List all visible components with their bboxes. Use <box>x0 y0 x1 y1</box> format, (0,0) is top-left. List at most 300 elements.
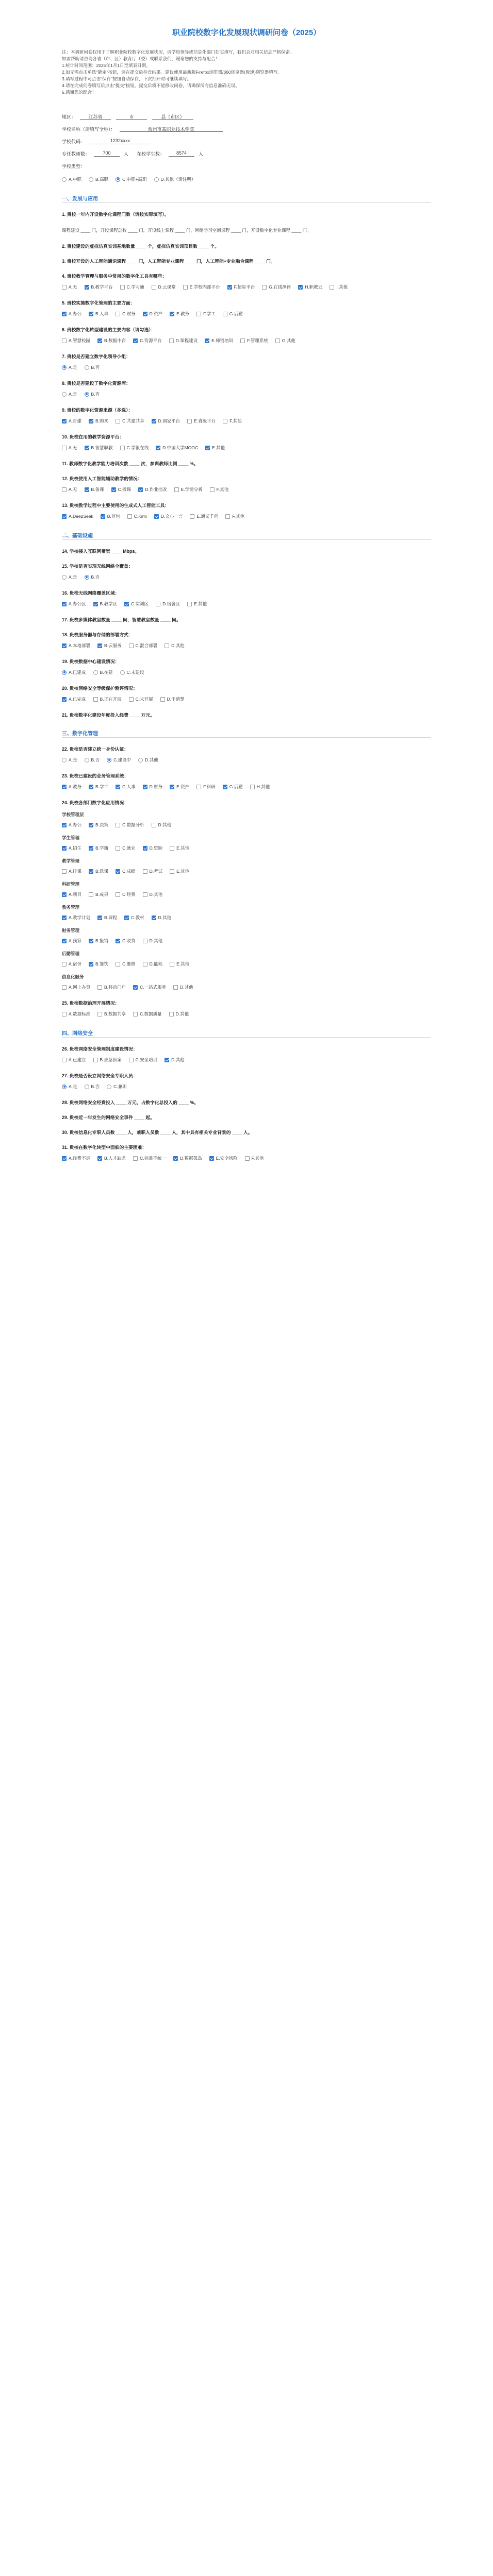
checkbox[interactable] <box>223 312 227 316</box>
option-item[interactable] <box>196 311 216 317</box>
checkbox[interactable] <box>245 1156 250 1161</box>
option-label: D.国家平台 <box>158 418 180 423</box>
checkbox[interactable] <box>97 643 102 648</box>
county-field[interactable]: 县（市区） <box>152 113 193 120</box>
checkbox[interactable] <box>89 962 93 967</box>
option-item[interactable] <box>116 891 136 897</box>
option-item[interactable] <box>227 284 255 290</box>
option-item[interactable] <box>62 486 77 493</box>
checkbox[interactable] <box>170 869 174 874</box>
checkbox[interactable] <box>62 939 67 943</box>
checkbox[interactable] <box>116 962 120 967</box>
option-label: E.其他 <box>176 961 190 967</box>
checkbox[interactable] <box>183 285 188 290</box>
option-item[interactable] <box>85 574 100 580</box>
school-code-field[interactable]: 1232xxxx <box>89 138 151 144</box>
checkbox[interactable] <box>143 785 147 789</box>
option-item[interactable] <box>85 1083 100 1090</box>
option-item[interactable] <box>111 486 132 493</box>
option-item[interactable] <box>62 1011 90 1017</box>
checkbox[interactable] <box>169 1012 174 1016</box>
option-item[interactable] <box>62 822 81 828</box>
option-item[interactable] <box>116 845 136 851</box>
option-group <box>62 843 431 853</box>
option-item[interactable] <box>196 784 216 790</box>
option-item[interactable] <box>120 284 144 290</box>
checkbox[interactable] <box>89 823 93 827</box>
checkbox[interactable] <box>124 602 129 606</box>
option-item[interactable] <box>205 445 225 451</box>
option-item[interactable] <box>262 284 291 290</box>
option-item[interactable] <box>143 845 163 851</box>
checkbox[interactable] <box>89 939 93 943</box>
province-field[interactable]: 江苏省 <box>80 113 111 120</box>
option-item[interactable] <box>93 669 113 675</box>
checkbox[interactable] <box>143 939 147 943</box>
checkbox[interactable] <box>124 916 129 920</box>
option-item[interactable] <box>62 176 81 182</box>
option-item[interactable] <box>62 642 90 649</box>
option-item[interactable] <box>187 418 216 424</box>
checkbox[interactable] <box>170 312 174 316</box>
option-item[interactable] <box>116 311 136 317</box>
option-label: D.文心一言 <box>160 514 183 519</box>
option-item[interactable] <box>160 696 185 702</box>
option-item[interactable] <box>116 784 136 790</box>
question <box>62 258 431 265</box>
checkbox[interactable] <box>62 602 67 606</box>
option-item[interactable] <box>152 284 176 290</box>
checkbox[interactable] <box>116 785 120 789</box>
checkbox[interactable] <box>129 697 134 702</box>
option-item[interactable] <box>62 757 77 763</box>
checkbox[interactable] <box>156 602 160 606</box>
checkbox[interactable] <box>62 643 67 648</box>
checkbox[interactable] <box>111 487 116 492</box>
checkbox[interactable] <box>227 285 232 290</box>
checkbox[interactable] <box>116 419 120 423</box>
checkbox[interactable] <box>89 869 93 874</box>
option-item[interactable] <box>143 868 163 874</box>
checkbox[interactable] <box>62 1156 67 1161</box>
option-item[interactable] <box>62 337 90 344</box>
checkbox[interactable] <box>89 785 93 789</box>
checkbox[interactable] <box>93 602 98 606</box>
checkbox[interactable] <box>152 916 156 920</box>
option-item[interactable] <box>89 868 108 874</box>
option-item[interactable] <box>93 601 118 607</box>
checkbox[interactable] <box>62 338 67 343</box>
option-item[interactable] <box>85 364 100 370</box>
radio-button[interactable] <box>120 670 125 675</box>
option-item[interactable] <box>93 696 122 702</box>
option-item[interactable] <box>143 311 163 317</box>
option-item[interactable] <box>169 337 198 344</box>
option-item[interactable] <box>97 1155 126 1161</box>
checkbox[interactable] <box>196 785 201 789</box>
option-label: C.实训区 <box>131 601 149 606</box>
option-item[interactable] <box>62 961 81 967</box>
checkbox[interactable] <box>116 892 120 897</box>
option-item[interactable] <box>107 1083 127 1090</box>
option-label: B.报销 <box>95 938 109 943</box>
checkbox[interactable] <box>187 602 192 606</box>
checkbox[interactable] <box>116 846 120 851</box>
checkbox[interactable] <box>93 1058 98 1062</box>
option-item[interactable] <box>89 418 108 424</box>
checkbox[interactable] <box>120 446 125 450</box>
option-item[interactable] <box>129 696 153 702</box>
option-item[interactable] <box>89 891 108 897</box>
option-item[interactable] <box>120 669 144 675</box>
checkbox[interactable] <box>223 785 227 789</box>
option-item[interactable] <box>116 938 136 944</box>
option-item[interactable] <box>240 337 268 344</box>
option-item[interactable] <box>170 845 189 851</box>
option-item[interactable] <box>187 601 207 607</box>
checkbox[interactable] <box>170 785 174 789</box>
option-item[interactable] <box>89 176 108 182</box>
checkbox[interactable] <box>120 285 125 290</box>
option-item[interactable] <box>165 1057 185 1063</box>
radio-button[interactable] <box>85 758 89 762</box>
option-item[interactable] <box>62 984 90 990</box>
checkbox[interactable] <box>62 285 67 290</box>
option-item[interactable] <box>143 784 163 790</box>
option-item[interactable] <box>93 1057 122 1063</box>
checkbox[interactable] <box>93 697 98 702</box>
option-item[interactable] <box>170 961 189 967</box>
option-item[interactable] <box>170 868 189 874</box>
checkbox[interactable] <box>143 846 147 851</box>
checkbox[interactable] <box>62 1012 67 1016</box>
checkbox[interactable] <box>143 892 147 897</box>
option-item[interactable] <box>107 757 131 763</box>
option-item[interactable] <box>170 311 189 317</box>
option-item[interactable] <box>275 337 295 344</box>
option-item[interactable] <box>62 284 77 290</box>
checkbox[interactable] <box>240 338 245 343</box>
checkbox[interactable] <box>205 338 209 343</box>
radio-button[interactable] <box>62 575 67 580</box>
option-label: B.教学平台 <box>91 284 113 290</box>
option-item[interactable] <box>170 784 189 790</box>
radio-button[interactable] <box>85 575 89 580</box>
radio-button[interactable] <box>62 758 67 762</box>
option-item[interactable] <box>97 337 126 344</box>
option-item[interactable] <box>62 601 86 607</box>
option-item[interactable] <box>97 642 122 649</box>
option-item[interactable] <box>298 284 322 290</box>
radio-button[interactable] <box>107 1084 111 1089</box>
radio-button[interactable] <box>85 365 89 370</box>
option-item[interactable] <box>205 337 233 344</box>
radio-button[interactable] <box>62 365 67 370</box>
option-item[interactable] <box>116 961 136 967</box>
checkbox[interactable] <box>133 338 138 343</box>
option-item[interactable] <box>154 513 183 519</box>
checkbox[interactable] <box>174 487 179 492</box>
checkbox[interactable] <box>97 1156 102 1161</box>
radio-button[interactable] <box>89 177 93 182</box>
checkbox[interactable] <box>250 785 255 789</box>
checkbox[interactable] <box>62 419 67 423</box>
option-item[interactable] <box>143 938 163 944</box>
option-item[interactable] <box>169 1011 189 1017</box>
option-item[interactable] <box>85 757 100 763</box>
option-item[interactable] <box>62 938 81 944</box>
option-item[interactable] <box>133 984 166 990</box>
checkbox[interactable] <box>143 962 147 967</box>
option-item[interactable] <box>62 1155 90 1161</box>
checkbox[interactable] <box>62 985 67 990</box>
checkbox[interactable] <box>205 446 210 450</box>
checkbox[interactable] <box>209 1156 214 1161</box>
radio-button[interactable] <box>85 392 89 397</box>
option-item[interactable] <box>85 445 113 451</box>
radio-button[interactable] <box>62 177 67 182</box>
option-item[interactable] <box>62 891 81 897</box>
checkbox[interactable] <box>62 1058 67 1062</box>
checkbox[interactable] <box>62 487 67 492</box>
option-item[interactable] <box>129 1057 158 1063</box>
option-item[interactable] <box>89 784 108 790</box>
option-item[interactable] <box>133 337 162 344</box>
option-item[interactable] <box>129 642 158 649</box>
option-item[interactable] <box>89 845 108 851</box>
checkbox[interactable] <box>116 823 120 827</box>
option-label: D.其他 <box>158 915 172 920</box>
option-item[interactable] <box>209 1155 238 1161</box>
checkbox[interactable] <box>133 1156 138 1161</box>
option-label: B.否 <box>91 757 100 762</box>
checkbox[interactable] <box>165 1058 169 1062</box>
option-item[interactable] <box>62 391 77 397</box>
checkbox[interactable] <box>225 514 230 519</box>
option-group <box>62 755 431 765</box>
option-item[interactable] <box>156 601 180 607</box>
checkbox[interactable] <box>89 419 93 423</box>
subgroup-label: 财务管理 <box>62 928 80 933</box>
checkbox[interactable] <box>62 916 67 920</box>
checkbox[interactable] <box>101 514 105 519</box>
checkbox[interactable] <box>133 1012 138 1016</box>
checkbox[interactable] <box>152 419 156 423</box>
students-field[interactable]: 8574 <box>169 150 194 157</box>
option-item[interactable] <box>223 418 242 424</box>
checkbox[interactable] <box>223 419 227 423</box>
radio-button[interactable] <box>62 670 67 675</box>
option-item[interactable] <box>174 486 203 493</box>
checkbox[interactable] <box>165 643 169 648</box>
radio-button[interactable] <box>116 177 120 182</box>
radio-button[interactable] <box>85 1084 89 1089</box>
option-item[interactable] <box>152 914 172 921</box>
checkbox[interactable] <box>89 312 93 316</box>
option-item[interactable] <box>138 757 158 763</box>
question-text: 6. 贵校数字化转型建设的主要内容（请勾选）： <box>62 327 156 332</box>
option-label: E.学校内部平台 <box>189 284 220 290</box>
checkbox[interactable] <box>62 823 67 827</box>
checkbox[interactable] <box>210 487 215 492</box>
option-item[interactable] <box>152 418 180 424</box>
option-item[interactable] <box>89 938 108 944</box>
option-item[interactable] <box>97 984 126 990</box>
option-label: E.其他 <box>176 845 190 851</box>
option-item[interactable] <box>133 1155 166 1161</box>
checkbox[interactable] <box>89 892 93 897</box>
option-item[interactable] <box>101 513 120 519</box>
checkbox[interactable] <box>138 487 143 492</box>
checkbox[interactable] <box>133 985 138 990</box>
option-item[interactable] <box>124 601 149 607</box>
option-item[interactable] <box>62 1057 86 1063</box>
checkbox[interactable] <box>152 823 156 827</box>
checkbox[interactable] <box>62 446 67 450</box>
option-item[interactable] <box>190 513 218 519</box>
checkbox[interactable] <box>160 697 165 702</box>
option-item[interactable] <box>97 914 117 921</box>
checkbox[interactable] <box>143 869 147 874</box>
checkbox[interactable] <box>116 312 120 316</box>
checkbox[interactable] <box>173 985 178 990</box>
checkbox[interactable] <box>62 962 67 967</box>
option-item[interactable] <box>85 284 113 290</box>
checkbox[interactable] <box>85 285 89 290</box>
radio-button[interactable] <box>93 670 98 675</box>
option-item[interactable] <box>89 311 108 317</box>
checkbox[interactable] <box>85 487 89 492</box>
checkbox[interactable] <box>97 985 102 990</box>
option-item[interactable] <box>85 391 100 397</box>
checkbox[interactable] <box>190 514 194 519</box>
option-item[interactable] <box>245 1155 264 1161</box>
checkbox[interactable] <box>152 285 156 290</box>
city-field[interactable]: 市 <box>116 113 147 120</box>
option-item[interactable] <box>62 364 77 370</box>
option-item[interactable] <box>183 284 220 290</box>
option-item[interactable] <box>173 984 193 990</box>
option-item[interactable] <box>165 642 185 649</box>
option-item[interactable] <box>62 418 81 424</box>
option-item[interactable] <box>223 784 243 790</box>
checkbox[interactable] <box>116 939 120 943</box>
option-item[interactable] <box>89 961 108 967</box>
radio-button[interactable] <box>62 1084 67 1089</box>
option-item[interactable] <box>225 513 244 519</box>
option-item[interactable] <box>62 311 81 317</box>
checkbox[interactable] <box>330 285 334 290</box>
checkbox[interactable] <box>156 446 160 450</box>
checkbox[interactable] <box>154 514 159 519</box>
option-item[interactable] <box>223 311 243 317</box>
checkbox[interactable] <box>62 892 67 897</box>
option-item[interactable] <box>62 574 77 580</box>
option-item[interactable] <box>62 914 90 921</box>
option-item[interactable] <box>120 445 149 451</box>
option-label: E.师资培训 <box>211 338 234 343</box>
checkbox[interactable] <box>143 312 147 316</box>
checkbox[interactable] <box>62 846 67 851</box>
option-item[interactable] <box>154 176 196 182</box>
radio-button[interactable] <box>138 758 143 762</box>
option-item[interactable] <box>62 445 77 451</box>
option-label: D.其他 <box>175 1011 189 1016</box>
checkbox[interactable] <box>97 916 102 920</box>
option-item[interactable] <box>330 284 348 290</box>
checkbox[interactable] <box>173 1156 178 1161</box>
question <box>62 685 431 704</box>
checkbox[interactable] <box>127 514 132 519</box>
option-item[interactable] <box>127 513 147 519</box>
option-item[interactable] <box>124 914 144 921</box>
checkbox[interactable] <box>62 312 67 316</box>
option-item[interactable] <box>89 822 108 828</box>
radio-button[interactable] <box>154 177 159 182</box>
option-item[interactable] <box>156 445 198 451</box>
question-text: 15. 学校是否实现无线网络全覆盖： <box>62 564 133 569</box>
option-item[interactable] <box>143 961 163 967</box>
option-item[interactable] <box>97 1011 126 1017</box>
option-item[interactable] <box>173 1155 202 1161</box>
option-item[interactable] <box>152 822 172 828</box>
checkbox[interactable] <box>298 285 303 290</box>
checkbox[interactable] <box>62 697 67 702</box>
option-item[interactable] <box>62 845 81 851</box>
checkbox[interactable] <box>187 419 192 423</box>
checkbox[interactable] <box>169 338 174 343</box>
checkbox[interactable] <box>62 869 67 874</box>
radio-button[interactable] <box>107 758 111 762</box>
option-item[interactable] <box>62 784 81 790</box>
checkbox[interactable] <box>62 785 67 789</box>
checkbox[interactable] <box>97 338 102 343</box>
checkbox[interactable] <box>97 1012 102 1016</box>
option-item[interactable] <box>133 1011 162 1017</box>
school-name-field[interactable]: 常州市某职业技术学院 <box>120 126 223 132</box>
option-item[interactable] <box>116 176 146 182</box>
question <box>62 243 431 250</box>
option-item[interactable] <box>138 486 167 493</box>
option-item[interactable] <box>250 784 270 790</box>
checkbox[interactable] <box>170 846 174 851</box>
option-item[interactable] <box>116 418 144 424</box>
checkbox[interactable] <box>62 514 67 519</box>
teachers-field[interactable]: 700 <box>94 150 120 157</box>
checkbox[interactable] <box>262 285 267 290</box>
option-item[interactable] <box>62 1083 77 1090</box>
option-item[interactable] <box>62 513 93 519</box>
checkbox[interactable] <box>170 962 174 967</box>
option-item[interactable] <box>62 696 86 702</box>
checkbox[interactable] <box>89 846 93 851</box>
checkbox[interactable] <box>129 643 134 648</box>
option-item[interactable] <box>116 868 136 874</box>
option-item[interactable] <box>62 669 86 675</box>
option-item[interactable] <box>210 486 229 493</box>
option-item[interactable] <box>62 868 81 874</box>
checkbox[interactable] <box>196 312 201 316</box>
option-item[interactable] <box>143 891 163 897</box>
option-item[interactable] <box>116 822 144 828</box>
checkbox[interactable] <box>129 1058 134 1062</box>
checkbox[interactable] <box>85 446 89 450</box>
option-item[interactable] <box>85 486 104 493</box>
option-group <box>62 936 431 945</box>
checkbox[interactable] <box>116 869 120 874</box>
radio-button[interactable] <box>62 392 67 397</box>
checkbox[interactable] <box>275 338 280 343</box>
